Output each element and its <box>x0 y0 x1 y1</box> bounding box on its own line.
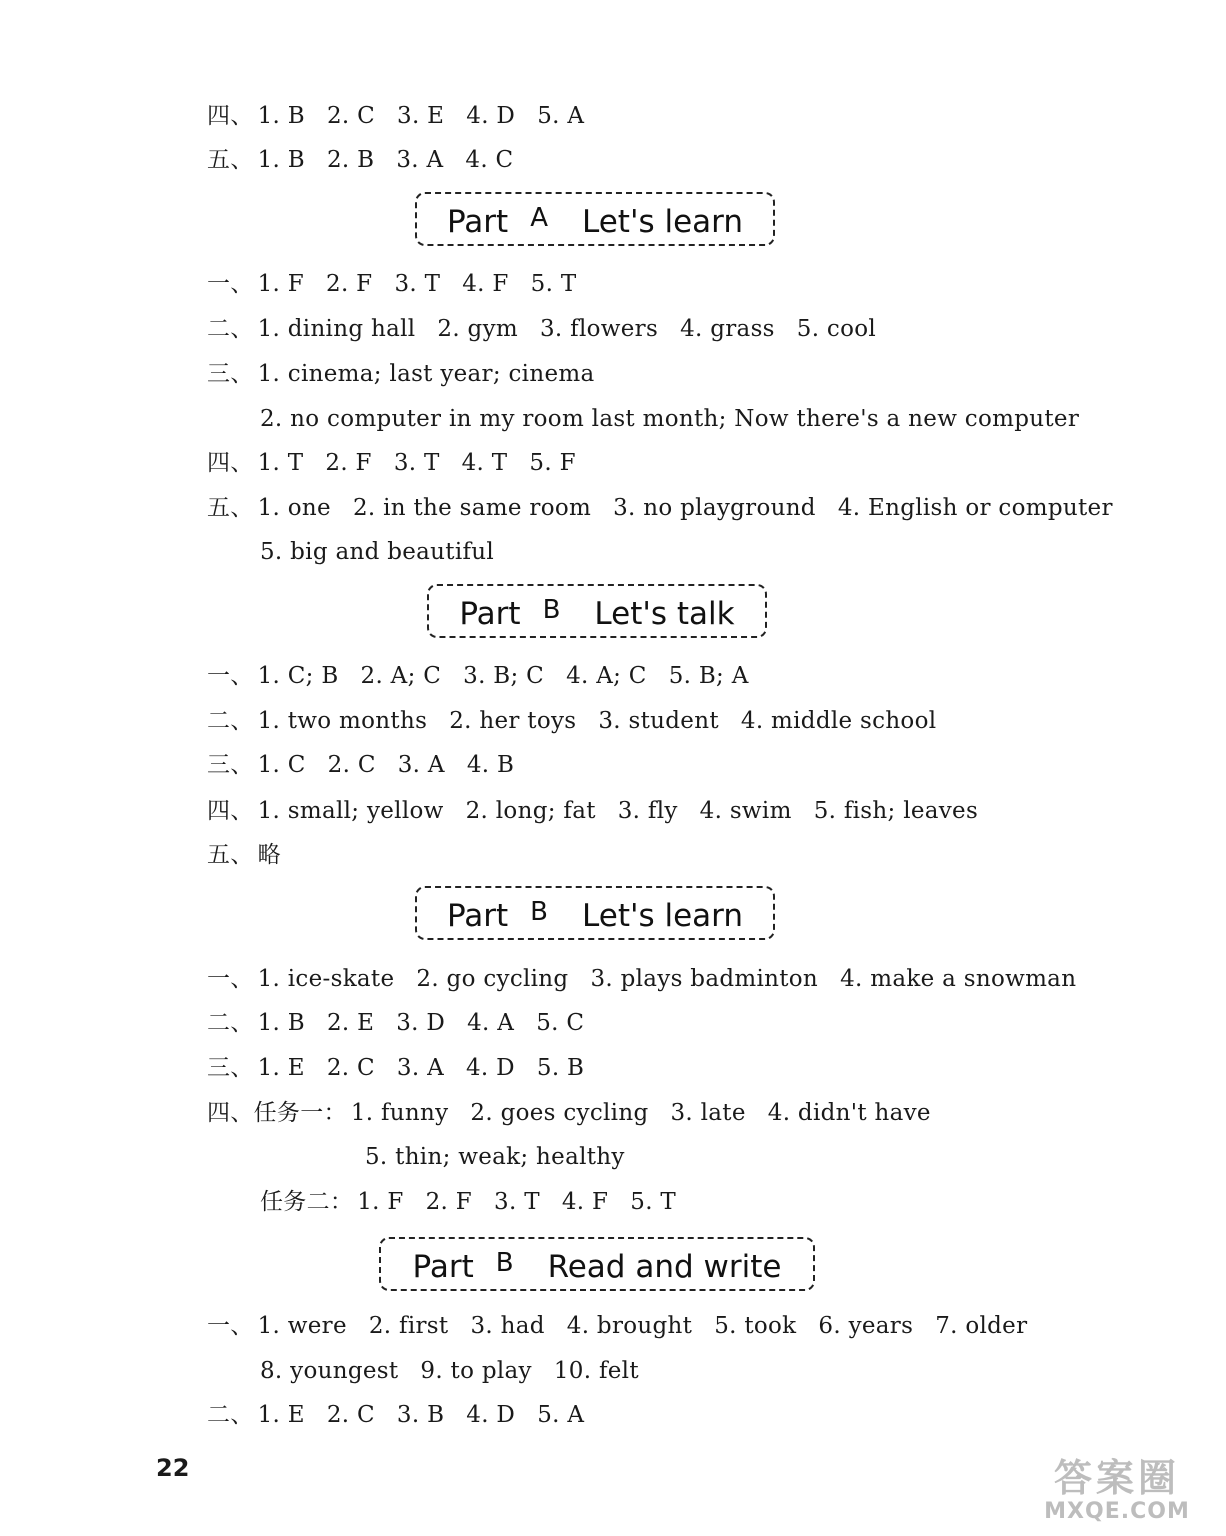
answer-item: 5. A <box>537 103 585 129</box>
answer-item: 2. long; fat <box>465 798 596 824</box>
answer-item: 5. B <box>536 1055 585 1081</box>
answer-item: 1. one <box>257 495 331 521</box>
answer-item: 1. cinema; last year; cinema <box>257 361 595 387</box>
question-label: 二、 <box>207 708 254 734</box>
question-label: 二、 <box>207 1402 254 1428</box>
answer-item: 4. D <box>466 1402 516 1428</box>
answer-line <box>207 1099 931 1127</box>
answer-item: 5. took <box>714 1313 797 1339</box>
answer-item: 2. B <box>326 147 375 173</box>
question-label: 一、 <box>207 966 254 992</box>
question-label: 三、 <box>207 752 254 778</box>
answer-item: 2. goes cycling <box>470 1100 649 1126</box>
section-part-letter: B <box>542 595 561 625</box>
section-title: Let's learn <box>582 898 744 934</box>
answer-line <box>207 1054 584 1082</box>
answer-item: 1. C; B <box>257 663 339 689</box>
answer-line <box>207 494 1113 522</box>
answer-line <box>260 1357 639 1385</box>
section-header-box <box>415 192 775 246</box>
answer-item: 10. felt <box>553 1358 639 1384</box>
answer-line <box>207 270 576 298</box>
answer-line <box>207 1312 1027 1340</box>
answer-item: 4. C <box>465 147 514 173</box>
answer-line <box>207 841 281 869</box>
answer-item: 2. A; C <box>360 663 442 689</box>
answer-item: 2. no computer in my room last month; Now there's a new computer <box>260 406 1080 432</box>
answer-line <box>207 1401 584 1429</box>
answer-item: 4. middle school <box>740 708 937 734</box>
question-label: 四、 <box>207 450 254 476</box>
answer-item: 1. small; yellow <box>257 798 444 824</box>
answer-line <box>207 662 749 690</box>
answer-item: 2. F <box>425 1189 473 1215</box>
answer-line <box>260 538 494 566</box>
answer-item: 4. D <box>466 1055 515 1081</box>
answer-item: 5. A <box>537 1402 585 1428</box>
answer-item: 1. two months <box>257 708 428 734</box>
answer-line <box>260 405 1079 433</box>
answer-line <box>207 707 936 735</box>
answer-item: 1. ice-skate <box>257 966 395 992</box>
answer-item: 8. youngest <box>260 1358 399 1384</box>
question-label: 五、 <box>207 842 254 868</box>
answer-item: 2. her toys <box>449 708 577 734</box>
answer-item: 4. make a snowman <box>840 966 1077 992</box>
answer-item: 5. fish; leaves <box>813 798 979 824</box>
answer-item: 1. B <box>257 103 305 129</box>
answer-item: 3. flowers <box>540 316 659 342</box>
answer-item: 3. plays badminton <box>590 966 819 992</box>
answer-item: 2. go cycling <box>416 966 569 992</box>
answer-item: 3. A <box>396 1055 444 1081</box>
answer-item: 3. D <box>396 1010 446 1036</box>
section-part-label: Part <box>412 1249 474 1285</box>
section-title: Let's talk <box>594 596 735 632</box>
answer-item: 6. years <box>818 1313 914 1339</box>
answer-item: 4. A; C <box>566 663 647 689</box>
answer-item: 1. funny <box>350 1100 449 1126</box>
answer-item: 3. B; C <box>463 663 545 689</box>
question-label: 一、 <box>207 271 254 297</box>
section-part-label: Part <box>446 204 509 240</box>
question-label: 五、 <box>207 147 254 173</box>
question-label: 一、 <box>207 1313 254 1339</box>
answer-line <box>207 146 513 174</box>
answer-item: 1. B <box>257 1010 305 1036</box>
answer-line <box>207 449 576 477</box>
question-label: 四、 <box>207 798 254 824</box>
answer-item: 2. F <box>326 271 373 297</box>
page-number: 22 <box>156 1454 190 1482</box>
answer-item: 5. T <box>530 271 577 297</box>
answer-item: 1. T <box>257 450 304 476</box>
answer-line <box>207 1009 584 1037</box>
answer-item: 2. C <box>326 103 376 129</box>
answer-item: 3. T <box>393 450 440 476</box>
section-part-letter: B <box>495 1248 514 1278</box>
answer-line <box>365 1143 625 1171</box>
answer-item: 2. gym <box>437 316 518 342</box>
question-label: 五、 <box>207 495 254 521</box>
answer-item: 3. T <box>494 1189 540 1215</box>
answer-item: 2. C <box>326 1402 375 1428</box>
answer-line <box>207 797 978 825</box>
answer-item: 4. swim <box>699 798 792 824</box>
watermark-sub-text: MXQE.COM <box>1044 1499 1190 1524</box>
answer-item: 略 <box>257 842 281 868</box>
answer-item: 4. didn't have <box>767 1100 931 1126</box>
watermark-main-text: 答案圈 <box>1053 1456 1180 1500</box>
answer-item: 3. had <box>470 1313 545 1339</box>
answer-line <box>207 360 595 388</box>
answer-item: 4. English or computer <box>837 495 1113 521</box>
answer-item: 5. B; A <box>668 663 749 689</box>
answer-item: 1. E <box>257 1055 305 1081</box>
answer-item: 1. F <box>357 1189 404 1215</box>
answer-item: 3. student <box>598 708 719 734</box>
answer-item: 1. dining hall <box>257 316 416 342</box>
question-label: 四、任务一： <box>207 1100 347 1126</box>
answer-line <box>207 751 514 779</box>
question-label: 二、 <box>207 1010 254 1036</box>
answer-item: 5. thin; weak; healthy <box>365 1144 625 1170</box>
question-label: 任务二： <box>260 1189 354 1215</box>
answer-item: 2. first <box>368 1313 449 1339</box>
answer-item: 1. C <box>257 752 306 778</box>
answer-item: 2. C <box>327 752 376 778</box>
question-label: 四、 <box>207 103 254 129</box>
watermark-logo <box>1022 1456 1212 1528</box>
answer-item: 5. big and beautiful <box>260 539 495 565</box>
section-header-box <box>379 1237 815 1291</box>
answer-item: 4. A <box>467 1010 515 1036</box>
answer-item: 1. B <box>257 147 305 173</box>
section-title: Read and write <box>547 1249 782 1285</box>
answer-item: 4. brought <box>566 1313 693 1339</box>
answer-line <box>207 965 1076 993</box>
answer-item: 2. F <box>325 450 372 476</box>
section-header-box <box>415 886 775 940</box>
answer-item: 4. F <box>462 271 509 297</box>
answer-item: 1. were <box>257 1313 347 1339</box>
answer-item: 7. older <box>935 1313 1028 1339</box>
answer-item: 5. F <box>529 450 576 476</box>
answer-item: 5. cool <box>796 316 877 342</box>
answer-item: 3. A <box>396 147 444 173</box>
answer-item: 9. to play <box>420 1358 532 1384</box>
answer-item: 3. late <box>670 1100 746 1126</box>
section-part-label: Part <box>446 898 509 934</box>
answer-item: 1. F <box>257 271 305 297</box>
answer-item: 4. grass <box>680 316 775 342</box>
answer-item: 4. F <box>561 1189 609 1215</box>
answer-item: 3. no playground <box>613 495 816 521</box>
answer-item: 4. T <box>461 450 508 476</box>
answer-item: 3. T <box>394 271 441 297</box>
section-header-box <box>427 584 767 638</box>
section-title: Let's learn <box>581 204 743 240</box>
answer-item: 2. C <box>326 1055 375 1081</box>
answer-item: 2. in the same room <box>352 495 592 521</box>
answer-item: 3. B <box>396 1402 445 1428</box>
question-label: 一、 <box>207 663 254 689</box>
answer-item: 3. E <box>397 103 445 129</box>
answer-line <box>260 1188 676 1216</box>
answer-item: 2. E <box>326 1010 375 1036</box>
question-label: 二、 <box>207 316 254 342</box>
question-label: 三、 <box>207 1055 254 1081</box>
answer-item: 5. T <box>630 1189 677 1215</box>
answer-line <box>207 315 876 343</box>
answer-line <box>207 102 584 130</box>
answer-item: 5. C <box>536 1010 585 1036</box>
answer-item: 4. B <box>466 752 515 778</box>
answer-item: 4. D <box>466 103 516 129</box>
question-label: 三、 <box>207 361 254 387</box>
answer-item: 1. E <box>257 1402 305 1428</box>
answer-item: 3. fly <box>617 798 678 824</box>
section-part-label: Part <box>459 596 521 632</box>
answer-item: 3. A <box>397 752 445 778</box>
section-part-letter: B <box>530 897 549 927</box>
section-part-letter: A <box>530 203 548 233</box>
